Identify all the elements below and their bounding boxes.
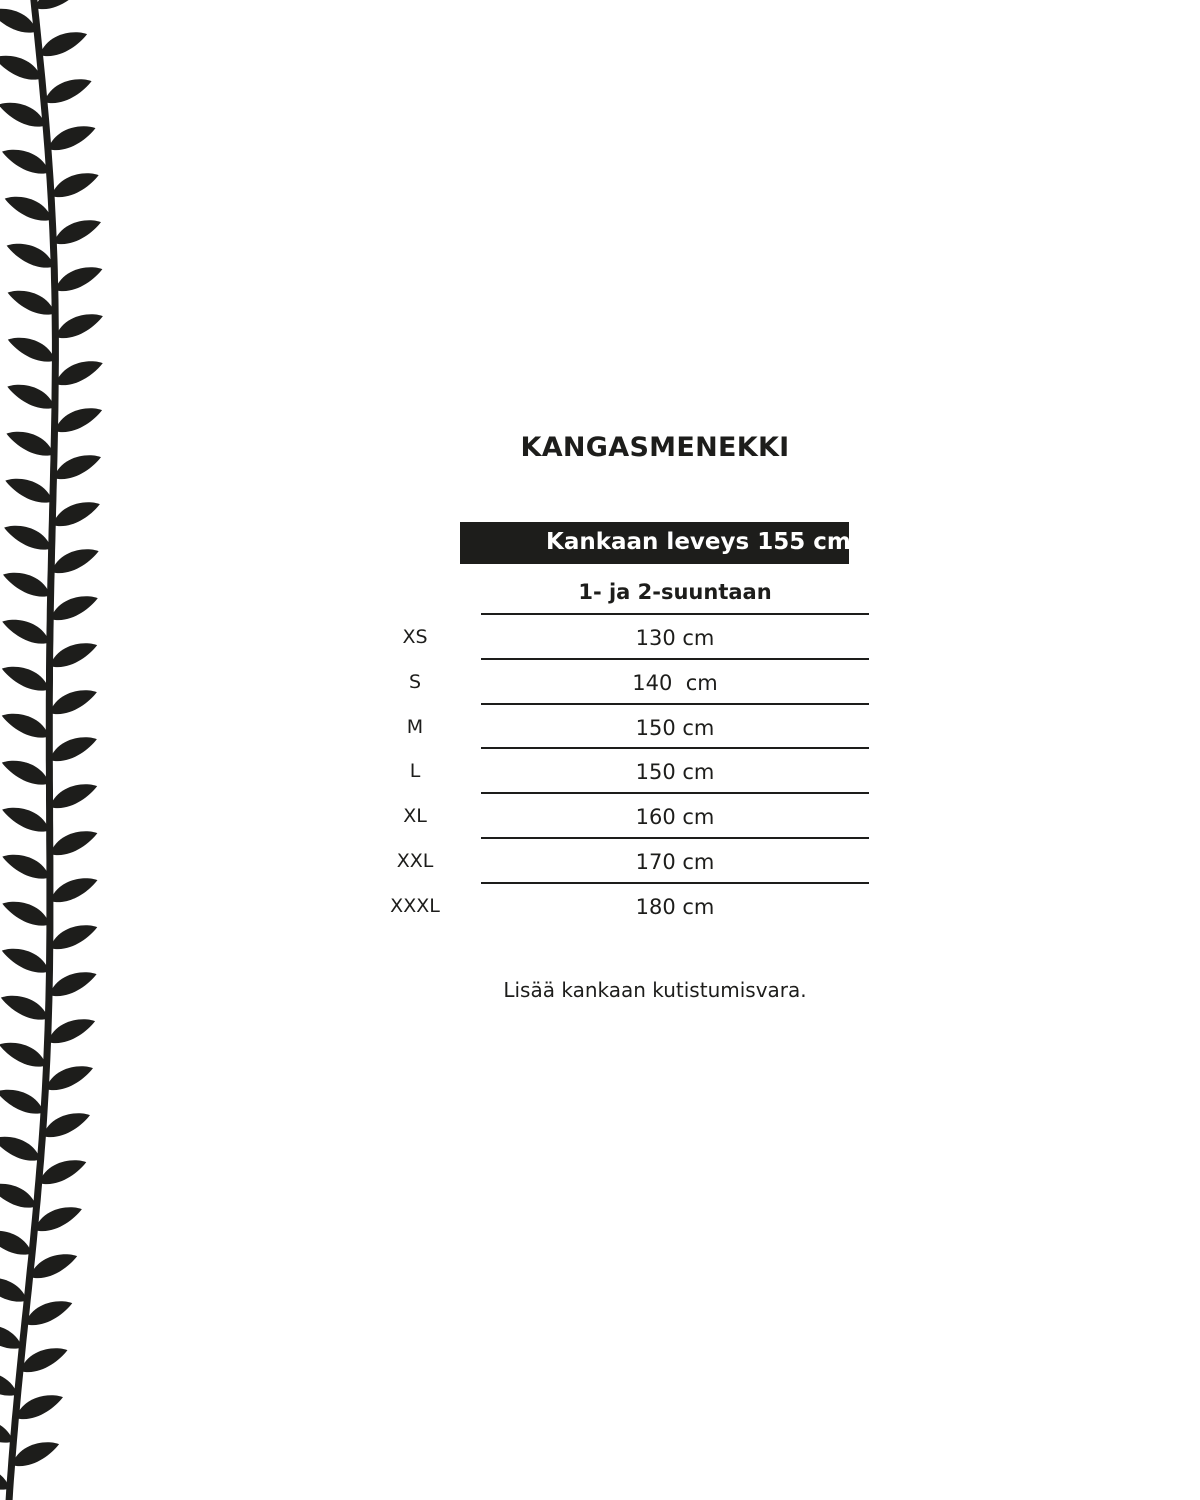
fabric-amount: 150 cm [635,715,715,740]
fabric-amount: 150 cm [635,760,715,785]
fabric-amount: 140 cm [632,670,718,695]
footnote: Lisää kankaan kutistumisvara. [503,978,807,1002]
table-rule [481,613,869,615]
fabric-amount: 160 cm [635,805,715,830]
size-label: XXXL [390,894,440,917]
size-label: XXL [396,850,434,872]
leaf-vine-border-icon [0,0,140,1500]
table-rule [481,882,869,884]
size-label: XL [403,805,427,828]
table-rule [481,837,869,839]
size-label: S [408,670,422,693]
fabric-amount: 130 cm [635,626,715,650]
table-rule [481,747,869,749]
table-rule [481,792,869,794]
column-header: 1- ja 2-suuntaan [578,580,772,604]
table-rule [481,658,869,660]
page-title: KANGASMENEKKI [520,432,790,463]
size-label: L [409,760,421,783]
size-label: XS [402,626,428,648]
fabric-amount: 170 cm [635,850,715,874]
fabric-amount: 180 cm [635,894,715,919]
table-rule [481,703,869,705]
fabric-width-banner: Kankaan leveys 155 cm [460,522,849,564]
size-label: M [406,715,424,738]
